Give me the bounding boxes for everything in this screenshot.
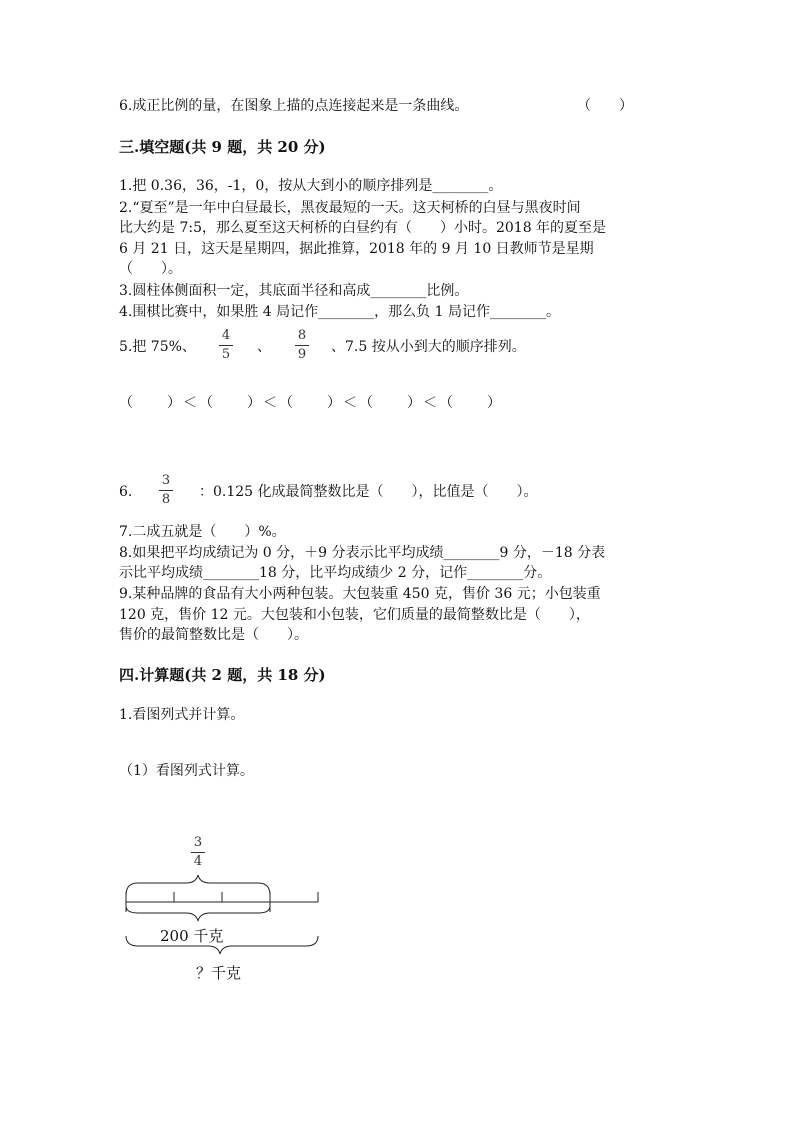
calc-question-1: 1.看图列式并计算。 bbox=[119, 707, 245, 723]
fraction-bar bbox=[159, 490, 173, 491]
fraction-denominator: 9 bbox=[297, 347, 307, 362]
fill-question-8-line-1: 8.如果把平均成绩记为 0 分，＋9 分表示比平均成绩________9 分，－18 分表 bbox=[119, 545, 606, 561]
fill-question-8-line-2: 示比平均成绩________18 分，比平均成绩少 2 分，记作________分。 bbox=[119, 565, 552, 581]
diagram-label-unknown: ？千克 bbox=[196, 964, 242, 982]
middle-brace bbox=[126, 906, 270, 921]
fill-question-1: 1.把 0.36，36，-1，0，按从大到小的顺序排列是________。 bbox=[119, 178, 503, 194]
fill-question-4: 4.围棋比赛中，如果胜 4 局记作________，那么负 1 局记作________。 bbox=[119, 304, 560, 320]
fill-q5-separator: 、 bbox=[257, 339, 271, 355]
fill-question-9-line-2: 120 克，售价 12 元。大包装和小包装，它们质量的最简整数比是（ ）， bbox=[119, 607, 590, 623]
fraction-numerator: 3 bbox=[161, 473, 171, 488]
fill-question-2-line-2: 比大约是 7:5，那么夏至这天柯桥的白昼约有（ ）小时。2018 年的夏至是 bbox=[119, 220, 607, 236]
fraction-numerator: 3 bbox=[193, 835, 203, 850]
fill-q5-text-start: 5.把 75%、 bbox=[119, 339, 196, 355]
judge-q6-text: 6.成正比例的量，在图象上描的点连接起来是一条曲线。 bbox=[119, 98, 469, 114]
fill-question-2-line-3: 6 月 21 日，这天是星期四，据此推算，2018 年的 9 月 10 日教师节是星期 bbox=[119, 241, 594, 257]
fill-question-2-line-1: 2.“夏至”是一年中白昼最长，黑夜最短的一天。这天柯桥的白昼与黑夜时间 bbox=[119, 200, 581, 216]
fill-question-7: 7.二成五就是（ ）%。 bbox=[119, 524, 286, 540]
fraction-numerator: 8 bbox=[297, 328, 307, 343]
fill-q6-number: 6. bbox=[119, 484, 133, 500]
fill-q5-fraction-1 bbox=[219, 329, 233, 362]
fill-q5-fraction-2 bbox=[295, 329, 309, 362]
calc-question-1-sub: （1）看图列式计算。 bbox=[119, 763, 254, 779]
fraction-denominator: 8 bbox=[161, 492, 171, 507]
fill-q5-text-end: 、7.5 按从小到大的顺序排列。 bbox=[331, 339, 526, 355]
fraction-denominator: 5 bbox=[221, 347, 231, 362]
fill-question-9-line-1: 9.某种品牌的食品有大小两种包装。大包装重 450 克，售价 36 元；小包装重 bbox=[119, 586, 601, 602]
fill-q6-fraction bbox=[159, 474, 173, 507]
fraction-bar bbox=[191, 852, 205, 853]
fraction-bar bbox=[295, 345, 309, 346]
fill-q6-text: ：0.125 化成最简整数比是（ ），比值是（ ）。 bbox=[199, 484, 538, 500]
fraction-bar bbox=[219, 345, 233, 346]
section-3-header: 三.填空题(共 9 题，共 20 分) bbox=[119, 138, 326, 156]
diagram-label-known: 200 千克 bbox=[160, 927, 224, 945]
fill-q5-answer-blanks: （ ）＜（ ）＜（ ）＜（ ）＜（ ） bbox=[119, 395, 503, 411]
top-brace bbox=[126, 875, 270, 895]
fill-question-2-line-4: （ ）。 bbox=[119, 261, 182, 277]
fraction-numerator: 4 bbox=[221, 328, 231, 343]
diagram-fraction bbox=[191, 836, 205, 869]
judge-q6-answer-paren: （ ） bbox=[577, 98, 633, 114]
fill-question-9-line-3: 售价的最简整数比是（ ）。 bbox=[119, 627, 308, 643]
judge-question-6 bbox=[119, 96, 468, 116]
fraction-denominator: 4 bbox=[193, 854, 203, 869]
fill-question-3: 3.圆柱体侧面积一定，其底面半径和高成________比例。 bbox=[119, 283, 469, 299]
bottom-brace bbox=[126, 936, 318, 954]
section-4-header: 四.计算题(共 2 题，共 18 分) bbox=[119, 666, 326, 684]
